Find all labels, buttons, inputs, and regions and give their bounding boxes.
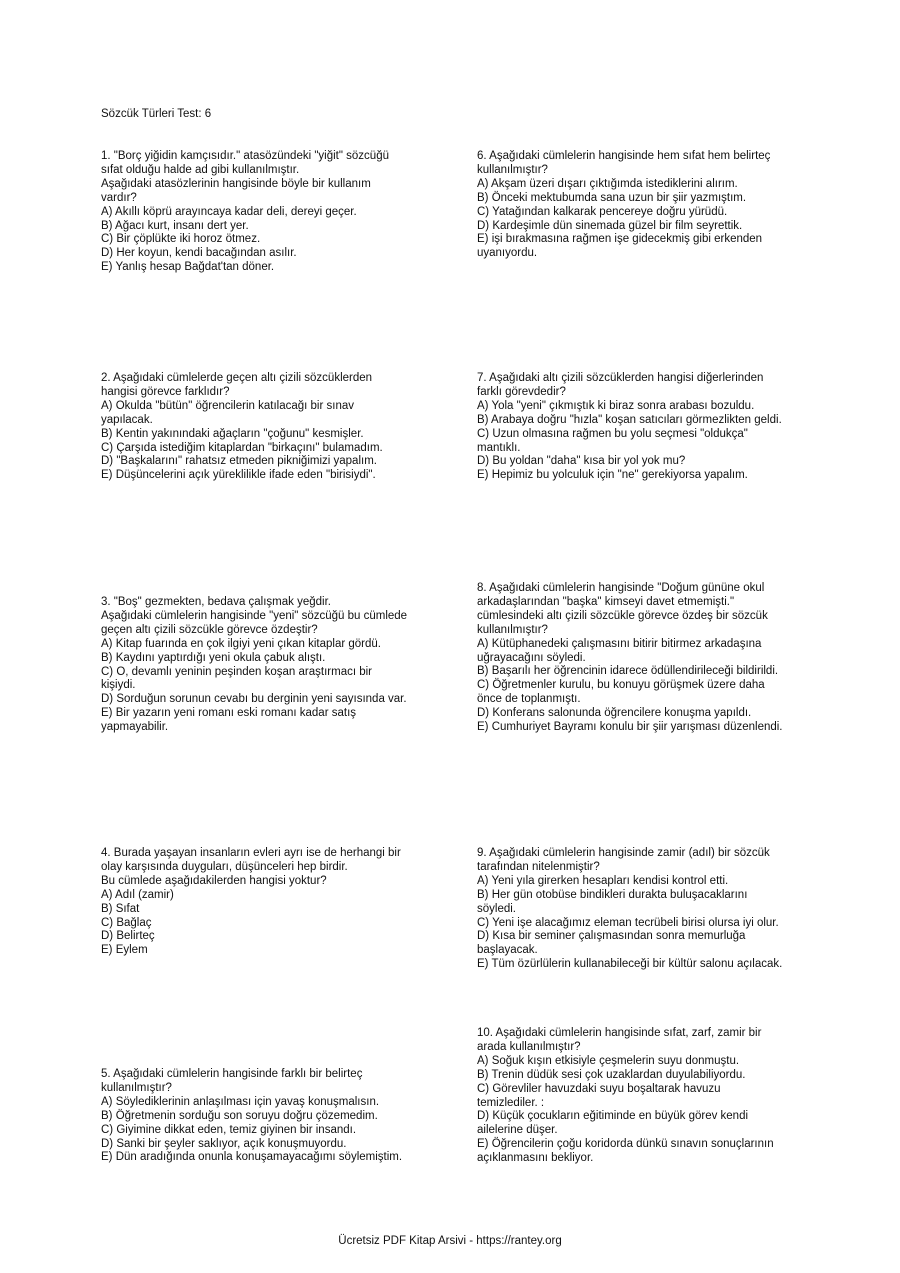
option-d: D) Belirteç: [101, 930, 155, 943]
option-a: A) Akşam üzeri dışarı çıktığımda istediklerini alırım.: [477, 177, 738, 190]
question-line: arkadaşlarından "başka" kimseyi davet etmemişti.": [477, 595, 735, 608]
question-line: kullanılmıştır?: [477, 163, 548, 176]
option-b: B) Öğretmenin sorduğu son soruyu doğru çözemedim.: [101, 1109, 378, 1122]
option-d: D) Konferans salonunda öğrencilere konuşma yapıldı.: [477, 707, 752, 720]
page-footer: Ücretsiz PDF Kitap Arsivi - https://rantey.org: [338, 1235, 562, 1247]
option-d: D) "Başkalarını" rahatsız etmeden pikniğimizi yapalım.: [101, 455, 377, 468]
option-d: D) Sorduğun sorunun cevabı bu derginin yeni sayısında var.: [101, 693, 407, 706]
option-a: A) Akıllı köprü arayıncaya kadar deli, dereyi geçer.: [101, 205, 357, 218]
option-c-cont: kişiydi.: [101, 679, 136, 692]
option-b: B) Kaydını yaptırdığı yeni okula çabuk alıştı.: [101, 651, 326, 664]
option-e: E) Cumhuriyet Bayramı konulu bir şiir yarışması düzenlendi.: [477, 721, 783, 734]
option-c: C) Bağlaç: [101, 916, 152, 929]
question-line: 4. Burada yaşayan insanların evleri ayrı ise de herhangi bir: [101, 847, 401, 859]
option-d: D) Küçük çocukların eğitiminde en büyük görev kendi: [477, 1110, 749, 1123]
question-line: 9. Aşağıdaki cümlelerin hangisinde zamir (adıl) bir sözcük: [477, 847, 770, 859]
option-b-cont: söyledi.: [477, 902, 516, 915]
question-line: cümlesindeki altı çizili sözcükle görevce özdeş bir sözcük: [477, 609, 768, 622]
option-a: A) Yola "yeni" çıkmıştık ki biraz sonra arabası bozuldu.: [477, 399, 755, 412]
question-line: 1. "Borç yiğidin kamçısıdır." atasözündeki "yiğit" sözcüğü: [101, 150, 389, 162]
option-c: C) Çarşıda istediğim kitaplardan "birkaçını" bulamadım.: [101, 441, 383, 454]
option-d: D) Her koyun, kendi bacağından asılır.: [101, 247, 297, 260]
question-line: 5. Aşağıdaki cümlelerin hangisinde farklı bir belirteç: [101, 1068, 363, 1080]
option-b: B) Başarılı her öğrencinin idarece ödüllendirileceği bildirildi.: [477, 665, 779, 678]
question-line: farklı görevdedir?: [477, 385, 566, 398]
option-d-cont: başlayacak.: [477, 944, 538, 957]
option-e-cont: uyanıyordu.: [477, 247, 538, 260]
option-b: B) Ağacı kurt, insanı dert yer.: [101, 219, 249, 232]
option-b: B) Arabaya doğru "hızla" koşan satıcıları görmezlikten geldi.: [477, 413, 782, 426]
question-line: geçen altı çizili sözcükle görevce özdeştir?: [101, 623, 318, 636]
question-10: [477, 1027, 774, 1166]
option-c: C) O, devamlı yeninin peşinden koşan araştırmacı bir: [101, 665, 373, 678]
option-c: C) Bir çöplükte iki horoz ötmez.: [101, 233, 261, 246]
option-e: E) Bir yazarın yeni romanı eski romanı kadar satış: [101, 707, 357, 720]
question-3: [101, 596, 407, 735]
question-4: [101, 847, 401, 958]
option-c: C) Görevliler havuzdaki suyu boşaltarak havuzu: [477, 1082, 721, 1095]
option-e: E) Hepimiz bu yolculuk için "ne" gerekiyorsa yapalım.: [477, 469, 748, 482]
option-e: E) Öğrencilerin çoğu koridorda dünkü sınavın sonuçlarının: [477, 1138, 774, 1151]
option-a: A) Yeni yıla girerken hesapları kendisi kontrol etti.: [477, 874, 729, 887]
option-b: B) Önceki mektubumda sana uzun bir şiir yazmıştım.: [477, 191, 747, 204]
question-line: vardır?: [101, 191, 137, 204]
option-b: B) Her gün otobüse bindikleri durakta buluşacaklarını: [477, 888, 748, 901]
question-5: [101, 1068, 402, 1165]
option-d: D) Bu yoldan "daha" kısa bir yol yok mu?: [477, 455, 686, 468]
option-e-cont: yapmayabilir.: [101, 721, 169, 734]
question-line: 8. Aşağıdaki cümlelerin hangisinde "Doğum gününe okul: [477, 582, 765, 594]
question-1: [101, 150, 389, 275]
page-title: Sözcük Türleri Test: 6: [101, 108, 212, 120]
question-7: [477, 372, 782, 483]
question-line: 10. Aşağıdaki cümlelerin hangisinde sıfat, zarf, zamir bir: [477, 1027, 762, 1039]
option-e-cont: açıklanmasını bekliyor.: [477, 1152, 594, 1165]
question-line: 7. Aşağıdaki altı çizili sözcüklerden hangisi diğerlerinden: [477, 372, 764, 384]
option-e: E) Yanlış hesap Bağdat'tan döner.: [101, 261, 275, 274]
question-line: sıfat olduğu halde ad gibi kullanılmıştır.: [101, 163, 300, 176]
question-line: olay karşısında duyguları, düşünceleri hep birdir.: [101, 860, 348, 873]
option-c-cont: mantıklı.: [477, 441, 521, 454]
option-e: E) Dün aradığında onunla konuşamayacağımı söylemiştim.: [101, 1151, 403, 1164]
question-line: tarafından nitelenmiştir?: [477, 860, 600, 873]
option-a: A) Söylediklerinin anlaşılması için yavaş konuşmalısın.: [101, 1095, 380, 1108]
option-d: D) Kardeşimle dün sinemada güzel bir film seyrettik.: [477, 219, 743, 232]
option-d: D) Kısa bir seminer çalışmasından sonra memurluğa: [477, 930, 746, 943]
question-6: [477, 150, 770, 261]
question-line: 3. "Boş" gezmekten, bedava çalışmak yeğdir.: [101, 596, 331, 608]
option-a: A) Adıl (zamir): [101, 888, 174, 901]
option-d-cont: ailelerine düşer.: [477, 1124, 558, 1137]
option-b: B) Sıfat: [101, 902, 140, 915]
option-c-cont: önce de toplanmıştı.: [477, 693, 581, 706]
option-c: C) Uzun olmasına rağmen bu yolu seçmesi "oldukça": [477, 427, 748, 440]
option-a: A) Soğuk kışın etkisiyle çeşmelerin suyu donmuştu.: [477, 1054, 740, 1067]
option-a-cont: yapılacak.: [101, 413, 153, 426]
question-line: Bu cümlede aşağıdakilerden hangisi yoktur?: [101, 874, 327, 887]
option-c: C) Giyimine dikkat eden, temiz giyinen bir insandı.: [101, 1123, 357, 1136]
option-c: C) Yatağından kalkarak pencereye doğru yürüdü.: [477, 205, 728, 218]
option-a: A) Kitap fuarında en çok ilgiyi yeni çıkan kitaplar gördü.: [101, 637, 381, 650]
option-c-cont: temizlediler. :: [477, 1096, 545, 1109]
question-line: 2. Aşağıdaki cümlelerde geçen altı çizili sözcüklerden: [101, 372, 373, 384]
option-e: E) Düşüncelerini açık yüreklilikle ifade eden "birisiydi".: [101, 469, 376, 482]
question-line: kullanılmıştır?: [101, 1081, 172, 1094]
question-9: [477, 847, 782, 972]
question-line: 6. Aşağıdaki cümlelerin hangisinde hem sıfat hem belirteç: [477, 150, 771, 162]
option-a: A) Okulda "bütün" öğrencilerin katılacağı bir sınav: [101, 399, 354, 412]
option-b: B) Kentin yakınındaki ağaçların "çoğunu" kesmişler.: [101, 427, 364, 440]
option-a-cont: uğrayacağını söyledi.: [477, 651, 586, 664]
question-line: Aşağıdaki cümlelerin hangisinde "yeni" sözcüğü bu cümlede: [101, 609, 408, 622]
question-line: kullanılmıştır?: [477, 623, 548, 636]
option-e: E) Tüm özürlülerin kullanabileceği bir kültür salonu açılacak.: [477, 958, 783, 971]
question-line: arada kullanılmıştır?: [477, 1040, 581, 1053]
question-line: Aşağıdaki atasözlerinin hangisinde böyle bir kullanım: [101, 177, 371, 190]
option-d: D) Sanki bir şeyler saklıyor, açık konuşmuyordu.: [101, 1137, 347, 1150]
question-2: [101, 372, 383, 483]
option-e: E) Eylem: [101, 944, 148, 957]
option-b: B) Trenin düdük sesi çok uzaklardan duyulabiliyordu.: [477, 1068, 746, 1081]
question-8: [477, 582, 783, 735]
option-a: A) Kütüphanedeki çalışmasını bitirir bitirmez arkadaşına: [477, 637, 762, 650]
option-c: C) Yeni işe alacağımız eleman tecrübeli birisi olursa iyi olur.: [477, 916, 779, 929]
option-c: C) Öğretmenler kurulu, bu konuyu görüşmek üzere daha: [477, 679, 765, 692]
question-line: hangisi görevce farklıdır?: [101, 385, 230, 398]
option-e: E) işi bırakmasına rağmen işe gidecekmiş gibi erkenden: [477, 233, 763, 246]
